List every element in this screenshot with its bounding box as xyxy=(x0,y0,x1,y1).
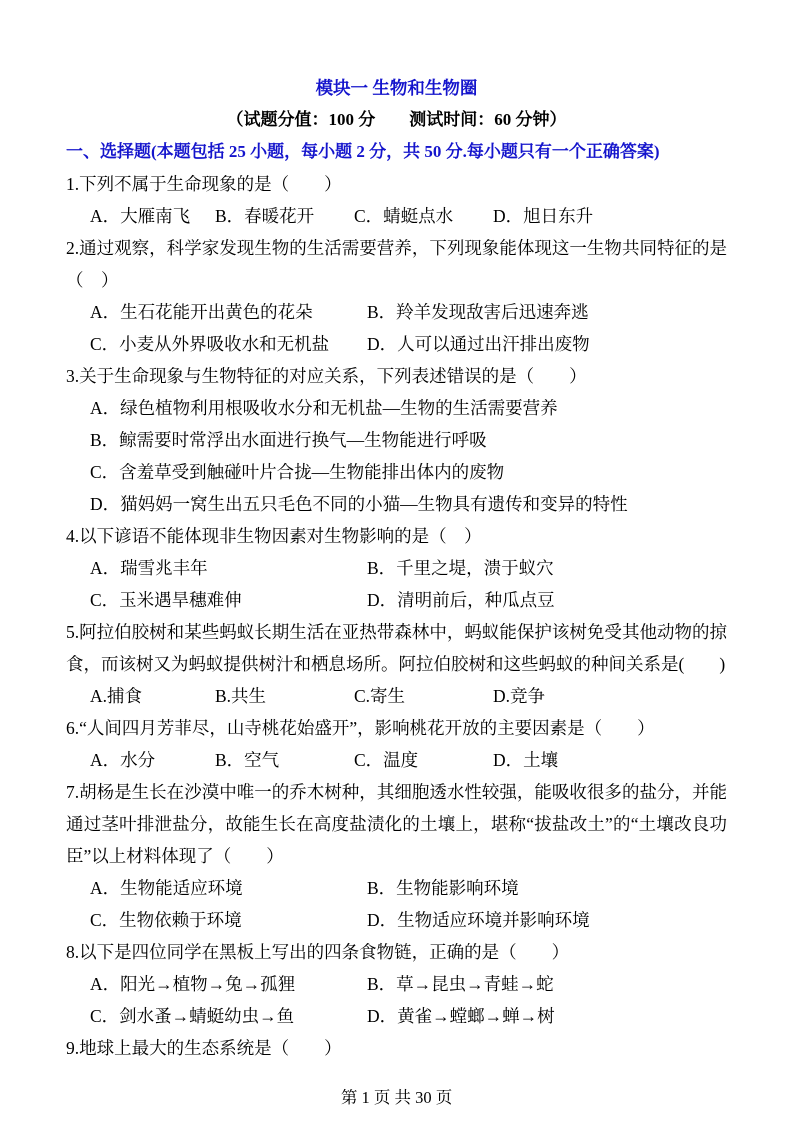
question-3 xyxy=(66,360,727,520)
question-text: 6.“人间四月芳菲尽，山寺桃花始盛开”，影响桃花开放的主要因素是（ ） xyxy=(66,718,655,738)
question-options xyxy=(66,744,727,776)
page-footer: 第 1 页 共 30 页 xyxy=(340,1088,453,1107)
question-options xyxy=(66,968,727,1032)
question-5 xyxy=(66,616,727,712)
option-c: C.寄生 xyxy=(354,686,406,706)
option-c: C．温度 xyxy=(354,750,419,770)
question-text: 3.关于生命现象与生物特征的对应关系，下列表述错误的是（ ） xyxy=(66,366,587,386)
question-6 xyxy=(66,712,727,776)
question-text: 9.地球上最大的生态系统是（ ） xyxy=(66,1038,342,1058)
question-options xyxy=(66,392,727,520)
question-text: 4.以下谚语不能体现非生物因素对生物影响的是（ ） xyxy=(66,526,482,546)
option-c: C．剑水蚤→蜻蜓幼虫→鱼 xyxy=(90,1006,295,1026)
question-text: 7.胡杨是生长在沙漠中唯一的乔木树种，其细胞透水性较强，能吸收很多的盐分，并能通过茎叶排泄盐分，故能生长在高度盐渍化的土壤上，堪称“拔盐改土”的“土壤改良功臣”以上材料体现了（ ） xyxy=(66,782,727,866)
option-c: C．含羞草受到触碰叶片合拢—生物能排出体内的废物 xyxy=(90,462,505,482)
option-d: D．黄雀→螳螂→蝉→树 xyxy=(367,1006,555,1026)
question-text: 8.以下是四位同学在黑板上写出的四条食物链，正确的是（ ） xyxy=(66,942,570,962)
question-1 xyxy=(66,168,727,232)
question-options xyxy=(66,680,727,712)
option-b: B．千里之堤，溃于蚁穴 xyxy=(367,558,554,578)
question-text: 2.通过观察，科学家发现生物的生活需要营养，下列现象能体现这一生物共同特征的是（ ） xyxy=(66,238,727,290)
option-b: B．空气 xyxy=(215,750,280,770)
option-c: C．小麦从外界吸收水和无机盐 xyxy=(90,334,330,354)
option-d: D．生物适应环境并影响环境 xyxy=(367,910,590,930)
question-2 xyxy=(66,232,727,360)
option-a: A．大雁南飞 xyxy=(90,206,191,226)
option-d: D.竞争 xyxy=(493,686,546,706)
option-d: D．旭日东升 xyxy=(493,206,594,226)
option-b: B．生物能影响环境 xyxy=(367,878,519,898)
option-a: A．阳光→植物→兔→孤狸 xyxy=(90,974,296,994)
question-8 xyxy=(66,936,727,1032)
option-a: A．绿色植物利用根吸收水分和无机盐—生物的生活需要营养 xyxy=(90,398,558,418)
question-4 xyxy=(66,520,727,616)
question-text: 5.阿拉伯胶树和某些蚂蚁长期生活在亚热带森林中，蚂蚁能保护该树免受其他动物的掠食，而该树又为蚂蚁提供树汁和栖息场所。阿拉伯胶树和这些蚂蚁的种间关系是( ) xyxy=(66,622,727,674)
option-d: D．土壤 xyxy=(493,750,559,770)
option-c: C．玉米遇旱穗难伸 xyxy=(90,590,242,610)
question-9 xyxy=(66,1032,727,1064)
option-d: D．猫妈妈一窝生出五只毛色不同的小猫—生物具有遗传和变异的特性 xyxy=(90,494,628,514)
option-b: B．鲸需要时常浮出水面进行换气—生物能进行呼吸 xyxy=(90,430,487,450)
option-a: A．瑞雪兆丰年 xyxy=(90,558,208,578)
page-title: 模块一 生物和生物圈 xyxy=(315,78,478,98)
option-b: B．草→昆虫→青蛙→蛇 xyxy=(367,974,554,994)
page-subtitle: （试题分值：100 分 测试时间：60 分钟） xyxy=(226,110,567,129)
section-header: 一、选择题(本题包括 25 小题，每小题 2 分，共 50 分.每小题只有一个正确答案) xyxy=(66,142,660,161)
question-7 xyxy=(66,776,727,936)
option-a: A．生物能适应环境 xyxy=(90,878,243,898)
option-b: B．羚羊发现敌害后迅速奔逃 xyxy=(367,302,589,322)
question-text: 1.下列不属于生命现象的是（ ） xyxy=(66,174,342,194)
option-d: D．清明前后，种瓜点豆 xyxy=(367,590,555,610)
option-a: A．水分 xyxy=(90,750,156,770)
option-b: B.共生 xyxy=(215,686,267,706)
option-c: C．生物依赖于环境 xyxy=(90,910,242,930)
option-c: C．蜻蜓点水 xyxy=(354,206,454,226)
question-options xyxy=(66,296,727,360)
option-b: B．春暖花开 xyxy=(215,206,315,226)
question-options xyxy=(66,200,727,232)
option-d: D．人可以通过出汗排出废物 xyxy=(367,334,590,354)
question-options xyxy=(66,872,727,936)
option-a: A.捕食 xyxy=(90,686,143,706)
option-a: A．生石花能开出黄色的花朵 xyxy=(90,302,313,322)
question-options xyxy=(66,552,727,616)
